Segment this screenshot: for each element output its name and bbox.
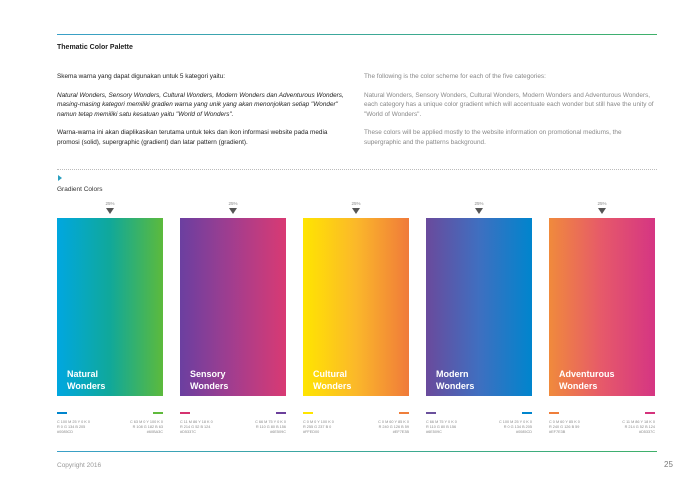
color-code-line: #EF7E3B (392, 430, 409, 435)
copyright: Copyright 2016 (57, 462, 102, 469)
intro-indonesian (57, 72, 349, 157)
swatch-percent: 25% (105, 201, 115, 206)
swatch-name-line2: Wonders (190, 381, 229, 391)
end-color-bar (399, 412, 409, 414)
color-code-line: C 100 M 25 Y 0 K 0 (499, 420, 532, 424)
color-code-line: R 214 G 52 B 124 (180, 425, 211, 430)
start-color-bar (180, 412, 190, 414)
gradient-swatch (57, 218, 163, 396)
color-code-line: R 0 G 134 B 205 (57, 425, 86, 430)
midpoint-arrow-icon (106, 208, 114, 214)
end-color-code (595, 420, 655, 436)
swatch-name-line1: Modern (436, 369, 469, 379)
color-code-line: C 0 M 60 Y 85 K 0 (378, 420, 409, 424)
page-number: 25 (664, 460, 673, 469)
section-arrow-icon (58, 175, 62, 181)
swatch-name (436, 368, 474, 392)
midpoint-arrow-icon (598, 208, 606, 214)
start-color-bar (57, 412, 67, 414)
swatch-name-line1: Adventurous (559, 369, 615, 379)
midpoint-arrow-icon (475, 208, 483, 214)
intro-english (364, 72, 656, 157)
color-code-line: C 100 M 25 Y 0 K 0 (57, 420, 90, 424)
swatch-name-line1: Cultural (313, 369, 348, 379)
end-color-bar (276, 412, 286, 414)
start-color-bar (426, 412, 436, 414)
color-code-line: #6E509C (270, 430, 286, 435)
swatch-name (67, 368, 105, 392)
gradient-swatch (303, 218, 409, 396)
gradient-swatch (426, 218, 532, 396)
end-color-code (349, 420, 409, 436)
start-color-code (57, 420, 90, 436)
start-color-bar (549, 412, 559, 414)
color-code-line: R 110 G 80 B 156 (255, 425, 286, 430)
color-code-line: #EF7E3B (549, 430, 566, 435)
footer-rule (57, 451, 657, 452)
swatch-percent: 25% (351, 201, 361, 206)
swatch-percent: 25% (597, 201, 607, 206)
intro-en-p1: The following is the color scheme for each of the five categories: (364, 73, 546, 80)
color-code-line: R 108 G 182 B 63 (132, 425, 163, 430)
color-code-line: R 214 G 52 B 124 (624, 425, 655, 430)
color-code-line: #FFED00 (303, 430, 320, 435)
color-code-line: R 110 G 80 B 156 (426, 425, 457, 430)
page-title: Thematic Color Palette (57, 44, 133, 51)
end-color-code (103, 420, 163, 436)
color-code-line: C 11 M 86 Y 18 K 0 (180, 420, 213, 424)
intro-en-p2: Natural Wonders, Sensory Wonders, Cultural Wonders, Modern Wonders and Adventurous Wonders, each category has a unique color gradient which will accentuate each wonder but still have the unity of "World of Wonders". (364, 91, 654, 118)
section-label: Gradient Colors (57, 186, 103, 193)
color-code-line: R 255 G 237 B 0 (303, 425, 332, 430)
end-color-code (472, 420, 532, 436)
color-code-line: #0085CD (57, 430, 74, 435)
color-code-line: C 0 M 60 Y 85 K 0 (549, 420, 580, 424)
color-code-line: #D5337C (638, 430, 655, 435)
start-color-code (303, 420, 334, 436)
color-code-line: #0085CD (515, 430, 532, 435)
start-color-bar (303, 412, 313, 414)
swatch-name-line1: Natural (67, 369, 99, 379)
color-code-line: #6E509C (426, 430, 442, 435)
color-code-line: C 0 M 0 Y 100 K 0 (303, 420, 334, 424)
end-color-code (226, 420, 286, 436)
color-code-line: C 66 M 75 Y 0 K 0 (426, 420, 457, 424)
end-color-bar (645, 412, 655, 414)
midpoint-arrow-icon (229, 208, 237, 214)
swatch-name-line2: Wonders (436, 381, 475, 391)
color-code-line: #D5337C (180, 430, 197, 435)
color-code-line: C 66 M 75 Y 0 K 0 (255, 420, 286, 424)
color-code-line: C 11 M 86 Y 18 K 0 (622, 420, 655, 424)
swatch-percent: 25% (474, 201, 484, 206)
midpoint-arrow-icon (352, 208, 360, 214)
color-code-line: R 0 G 134 B 205 (503, 425, 532, 430)
swatch-name-line2: Wonders (67, 381, 106, 391)
start-color-code (426, 420, 457, 436)
dotted-divider (57, 169, 657, 170)
gradient-swatch (180, 218, 286, 396)
intro-id-p1: Skema warna yang dapat digunakan untuk 5 kategori yaitu: (57, 73, 226, 80)
end-color-bar (522, 412, 532, 414)
swatch-name (190, 368, 228, 392)
swatch-name (313, 368, 351, 392)
swatch-name-line2: Wonders (559, 381, 598, 391)
color-code-line: C 63 M 0 Y 100 K 0 (130, 420, 163, 424)
swatch-percent: 25% (228, 201, 238, 206)
start-color-code (549, 420, 580, 436)
top-rule (57, 34, 657, 35)
color-code-line: #60BA3C (146, 430, 163, 435)
color-code-line: R 240 G 126 B 59 (549, 425, 580, 430)
swatch-name (559, 368, 615, 392)
gradient-swatch (549, 218, 655, 396)
color-code-line: R 240 G 126 B 59 (378, 425, 409, 430)
swatch-name-line1: Sensory (190, 369, 226, 379)
swatch-name-line2: Wonders (313, 381, 352, 391)
start-color-code (180, 420, 213, 436)
intro-id-p3: Warna-warna ini akan diaplikasikan terutama untuk teks dan ikon informasi website pada media promosi (solid), supergraphic (gradient) dan latar pattern (gradient). (57, 129, 328, 146)
intro-en-p3: These colors will be applied mostly to the website information on promotional mediums, the supergraphic and the patterns background. (364, 129, 622, 146)
intro-id-p2: Natural Wonders, Sensory Wonders, Cultural Wonders, Modern Wonders dan Adventurous Wonders, masing-masing kategori memiliki gradien warna yang unik yang akan menonjolkan setiap "Wonder" namun tetap memiliki satu kesatuan yaitu "World of Wonders". (57, 91, 344, 118)
end-color-bar (153, 412, 163, 414)
